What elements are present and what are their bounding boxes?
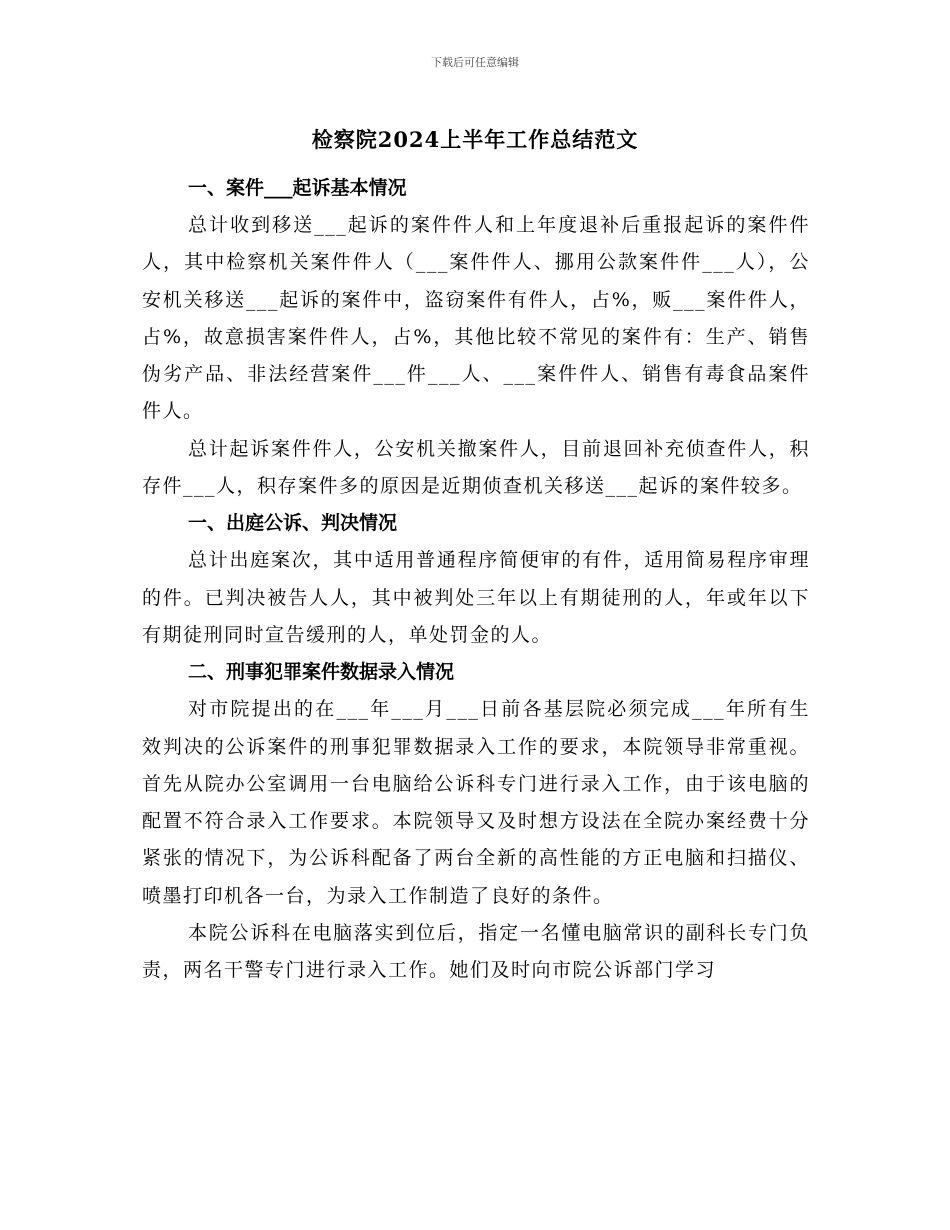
paragraph: 总计起诉案件件人，公安机关撤案件人，目前退回补充侦查件人，积存件___人，积存案件多的原因是近期侦查机关移送___起诉的案件较多。 <box>142 437 810 498</box>
paragraph: 本院公诉科在电脑落实到位后，指定一名懂电脑常识的副科长专门负责，两名干警专门进行录入工作。她们及时向市院公诉部门学习 <box>142 922 810 982</box>
document-body <box>142 170 810 990</box>
header-note: 下载后可任意编辑 <box>431 56 519 69</box>
section-heading: 一、案件___起诉基本情况 <box>188 177 407 199</box>
section-case-prosecution <box>142 170 810 505</box>
paragraph: 总计出庭案次，其中适用普通程序简便审的有件，适用简易程序审理的件。已判决被告人人，其中被判处三年以上有期徒刑的人，年或年以下有期徒刑同时宣告缓刑的人，单处罚金的人。 <box>142 549 810 646</box>
section-court-judgment <box>142 505 810 654</box>
paragraph: 对市院提出的在___年___月___日前各基层院必须完成___年所有生效判决的公诉案件的刑事犯罪数据录入工作的要求，本院领导非常重视。首先从院办公室调用一台电脑给公诉科专门进行录入工作，由于该电脑的配置不符合录入工作要求。本院领导又及时想方设法在全院办案经费十分紧张的情况下，为公诉科配备了两台全新的高性能的方正电脑和扫描仪、喷墨打印机各一台，为录入工作制造了良好的条件。 <box>142 698 810 907</box>
section-heading: 二、刑事犯罪案件数据录入情况 <box>188 661 455 684</box>
section-data-entry <box>142 654 810 989</box>
document-title: 检察院2024上半年工作总结范文 <box>311 127 639 152</box>
paragraph: 总计收到移送___起诉的案件件人和上年度退补后重报起诉的案件件人，其中检察机关案件件人（___案件件人、挪用公款案件件___人），公安机关移送___起诉的案件中，盗窃案件有件人，占%，贩___案件件人，占%，故意损害案件件人，占%，其他比较不常见的案件有：生产、销售伪劣产品、非法经营案件___件___人、___案件件人、销售有毒食品案件件人。 <box>142 214 810 423</box>
section-heading: 一、出庭公诉、判决情况 <box>188 512 398 535</box>
